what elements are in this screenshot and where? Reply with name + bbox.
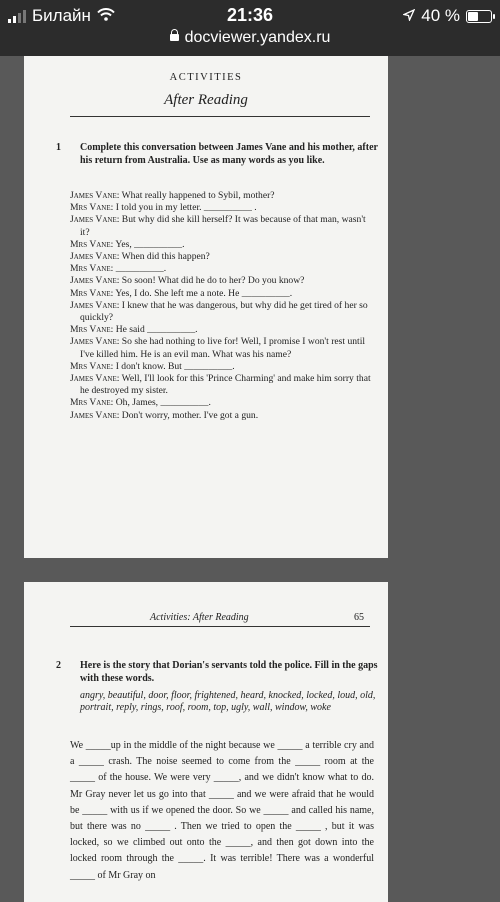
line-text: Well, I'll look for this 'Prince Charming' and make him sorry that he destroyed my sister. [80, 373, 371, 397]
url-text: docviewer.yandex.ru [184, 29, 331, 46]
line-text: But why did she kill herself? It was because of that man, wasn't it? [80, 214, 366, 238]
task-instructions: Complete this conversation between James Vane and his mother, after his return from Australia. Use as many words as you like. [80, 142, 378, 166]
section-header: ACTIVITIES [169, 72, 243, 83]
dialogue-line [70, 263, 374, 275]
battery-icon [466, 10, 492, 23]
speaker-name: Mrs Vane: [70, 397, 114, 409]
speaker-name: James Vane: [70, 409, 120, 421]
battery-percent: 40 % [421, 6, 460, 25]
running-head-label: Activities: After Reading [150, 612, 249, 623]
line-text: __________. [115, 263, 167, 275]
dialogue-line [70, 275, 374, 287]
dialogue-line [70, 324, 374, 336]
line-text: Yes, __________. [115, 238, 185, 250]
header-rule [70, 116, 370, 117]
dialogue-line [70, 397, 374, 409]
status-bar [0, 0, 500, 56]
task-number: 1 [56, 142, 61, 153]
line-text: I knew that he was dangerous, but why did he get tired of her so quickly? [80, 299, 368, 324]
dialogue-line [70, 190, 374, 202]
word-list: angry, beautiful, door, floor, frightened, heard, knocked, locked, loud, old, portrait, reply, rings, roof, room, top, ugly, wall, window, woke [80, 690, 376, 714]
speaker-name: Mrs Vane: [70, 287, 114, 299]
dialogue-line [70, 251, 374, 263]
dialogue-line [70, 214, 374, 238]
status-right [403, 6, 492, 26]
speaker-name: James Vane: [70, 336, 120, 348]
line-text: So soon! What did he do to her? Do you know? [121, 275, 305, 287]
line-text: So she had nothing to live for! Well, I promise I won't rest until I've killed him. He is an evil man. What was his name? [80, 336, 366, 360]
task-instructions: Here is the story that Dorian's servants told the police. Fill in the gaps with these words. [80, 660, 378, 684]
lock-icon [170, 34, 179, 41]
header-rule [70, 626, 370, 627]
line-text: He said __________. [115, 324, 198, 336]
dialogue-line [70, 239, 374, 251]
carrier-label: Билайн [32, 6, 91, 25]
dialogue-line [70, 361, 374, 373]
line-text: Oh, James, __________. [115, 397, 211, 409]
speaker-name: James Vane: [70, 373, 120, 385]
line-text: Yes, I do. She left me a note. He __________. [115, 287, 293, 299]
speaker-name: Mrs Vane: [70, 238, 114, 250]
speaker-name: James Vane: [70, 299, 120, 311]
page-number: 65 [354, 612, 364, 623]
line-text: When did this happen? [121, 251, 210, 263]
speaker-name: James Vane: [70, 275, 120, 287]
speaker-name: Mrs Vane: [70, 360, 114, 372]
dialogue [70, 190, 374, 422]
dialogue-line [70, 300, 374, 324]
speaker-name: James Vane: [70, 214, 120, 226]
line-text: Don't worry, mother. I've got a gun. [121, 409, 259, 421]
task-number: 2 [56, 660, 61, 671]
section-subheader: After Reading [164, 92, 248, 108]
speaker-name: Mrs Vane: [70, 324, 114, 336]
dialogue-line [70, 336, 374, 360]
dialogue-line [70, 202, 374, 214]
clock: 21:36 [226, 5, 274, 25]
line-text: I don't know. But __________. [115, 360, 235, 372]
address-bar[interactable] [0, 29, 500, 47]
dialogue-line [70, 288, 374, 300]
story-text: We _____up in the middle of the night because we _____ a terrible cry and a _____ crash. The noise seemed to come from the _____ room at the _____ of the house. We were very _____, and we didn't know what to do. Mr Gray never let us go into that _____ and we were afraid that he would be _____ with us if we opened the door. So we _____ and called his name, but there was no _____ . Then we tried to open the _____ , but it was locked, so we climbed out onto the _____, and then got down into the locked room through the _____. It was terrible! There was a wonderful _____ of Mr Gray on [70, 740, 374, 881]
line-text: What really happened to Sybil, mother? [121, 190, 275, 201]
dialogue-line [70, 373, 374, 397]
document-page-1 [24, 56, 388, 558]
dialogue-line [70, 410, 374, 422]
speaker-name: James Vane: [70, 251, 120, 263]
speaker-name: Mrs Vane: [70, 263, 114, 275]
speaker-name: Mrs Vane: [70, 202, 114, 214]
location-arrow-icon [403, 6, 415, 26]
document-page-2 [24, 582, 388, 902]
speaker-name: James Vane: [70, 190, 120, 201]
line-text: I told you in my letter. __________ . [115, 202, 257, 214]
